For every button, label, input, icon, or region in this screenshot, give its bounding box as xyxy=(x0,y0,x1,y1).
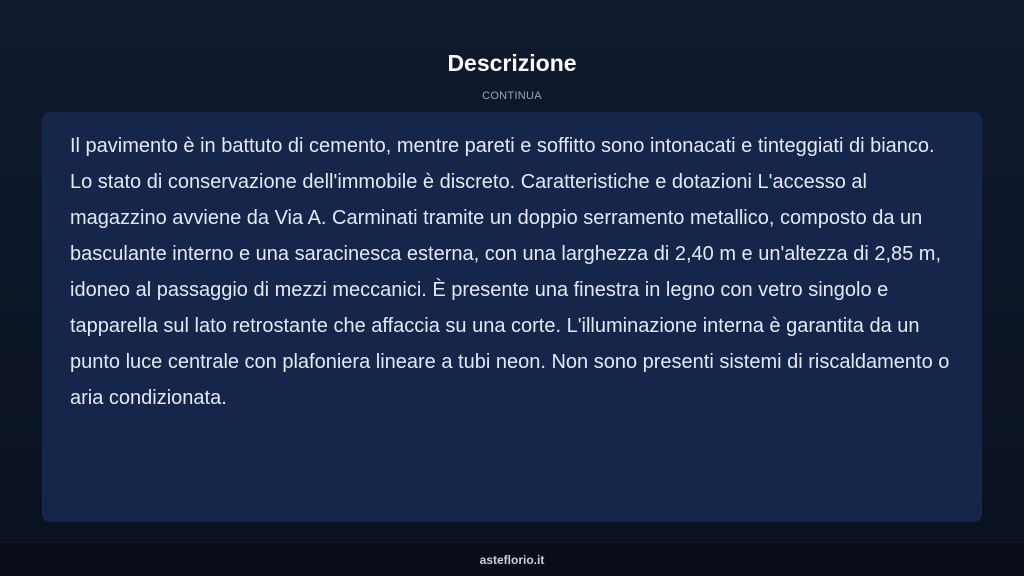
footer xyxy=(0,543,1024,576)
footer-brand: asteflorio.it xyxy=(479,553,545,567)
page-title: Descrizione xyxy=(447,50,577,76)
description-card xyxy=(42,112,982,522)
description-text: Il pavimento è in battuto di cemento, mentre pareti e soffitto sono intonacati e tinteggiati di bianco. Lo stato di conservazione dell'immobile è discreto. Caratteristiche e dotazioni L'accesso al magazzino avviene da Via A. Carminati tramite un doppio serramento metallico, composto da un basculante interno e una saracinesca esterna, con una larghezza di 2,40 m e un'altezza di 2,85 m, idoneo al passaggio di mezzi meccanici. È presente una finestra in legno con vetro singolo e tapparella sul lato retrostante che affaccia su una corte. L'illuminazione interna è garantita da un punto luce centrale con plafoniera lineare a tubi neon. Non sono presenti sistemi di riscaldamento o aria condizionata. xyxy=(70,135,950,409)
continue-button[interactable]: CONTINUA xyxy=(482,90,542,102)
